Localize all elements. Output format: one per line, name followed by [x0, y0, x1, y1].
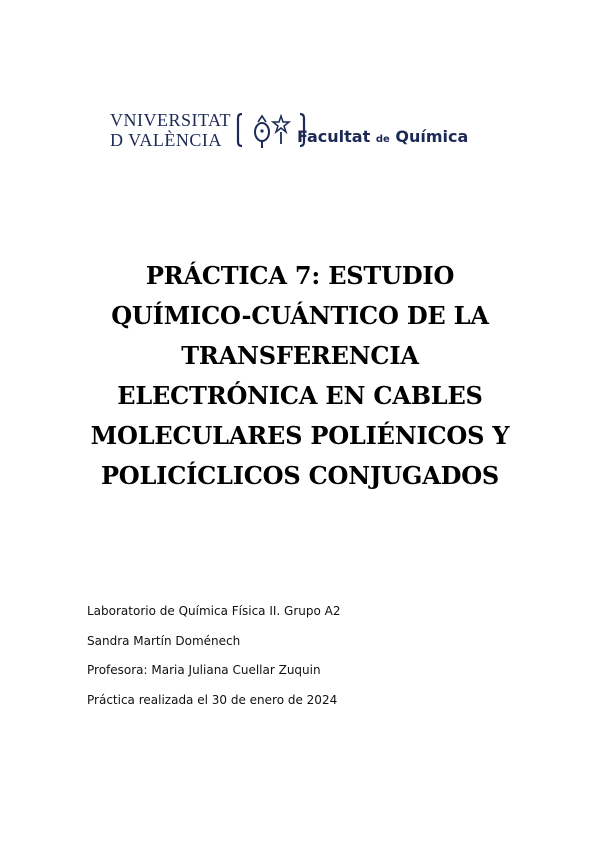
faculty-name: [297, 128, 468, 149]
course-line: Laboratorio de Química Física II. Grupo A2: [87, 604, 341, 618]
practice-title: [60, 256, 540, 496]
faculty-connector: de: [375, 134, 390, 145]
header-logo: [110, 110, 470, 154]
title-line: QUÍMICO-CUÁNTICO DE LA: [111, 301, 489, 330]
university-seal-icon: [236, 110, 306, 150]
document-details: [87, 597, 527, 715]
title-line: TRANSFERENCIA: [181, 341, 419, 370]
faculty-main: Facultat: [297, 127, 371, 146]
title-line: POLICÍCLICOS CONJUGADOS: [100, 461, 500, 490]
author-line: Sandra Martín Doménech: [87, 633, 241, 648]
university-wordmark: [110, 110, 231, 150]
faculty-subject: Química: [395, 127, 469, 146]
title-line: MOLECULARES POLIÉNICOS Y: [90, 421, 510, 450]
title-line: PRÁCTICA 7: ESTUDIO: [145, 261, 455, 290]
title-line: ELECTRÓNICA EN CABLES: [117, 381, 483, 410]
university-line-1: VNIVERSITAT: [110, 110, 232, 130]
date-line: Práctica realizada el 30 de enero de 2024: [87, 692, 338, 707]
university-line-2: D VALÈNCIA: [110, 130, 222, 150]
professor-line: Profesora: Maria Juliana Cuellar Zuquin: [87, 663, 321, 677]
